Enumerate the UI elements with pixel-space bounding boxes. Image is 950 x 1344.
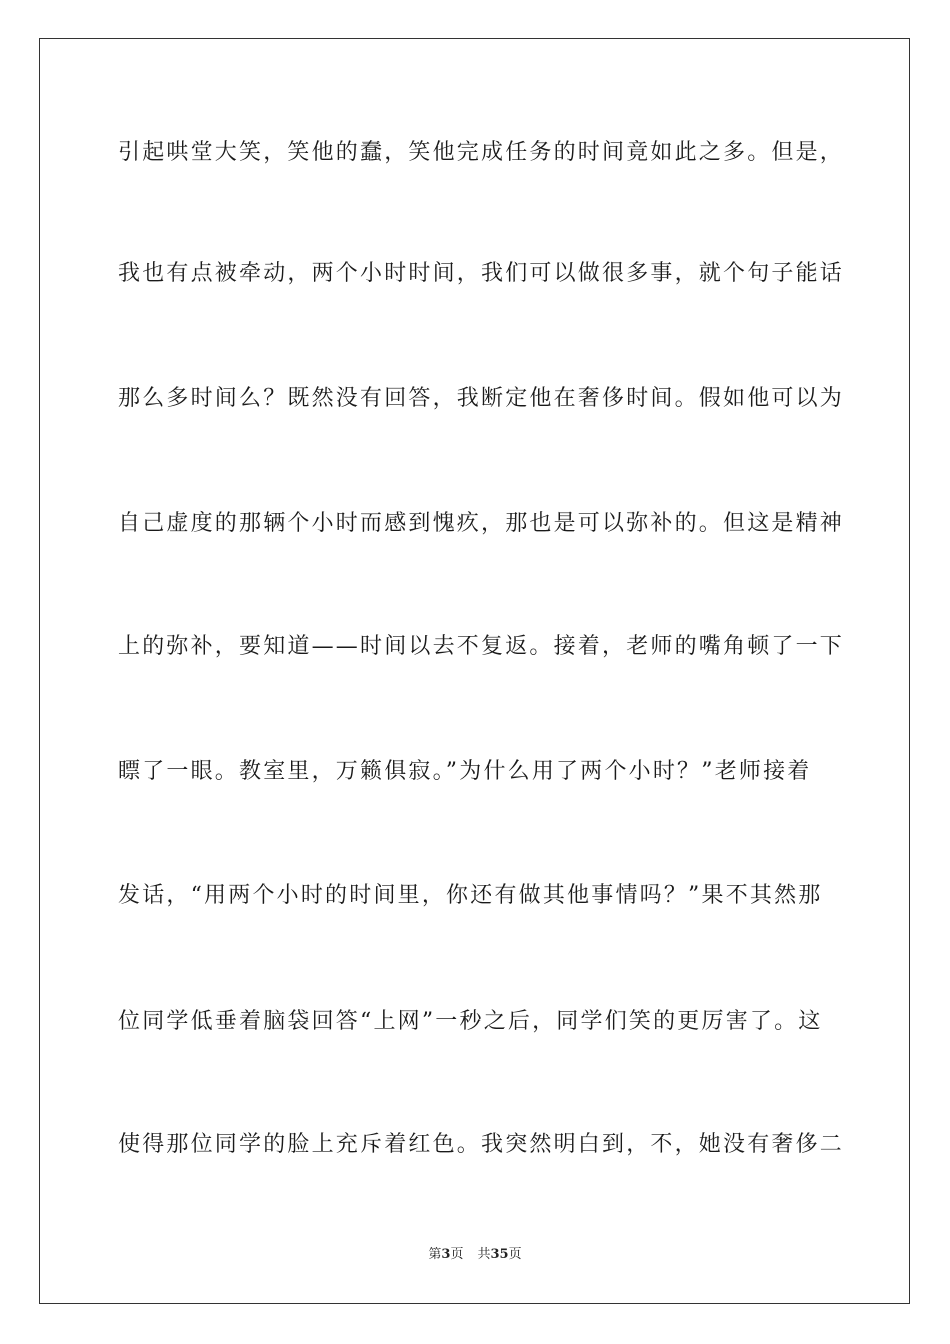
body-text-line-8: 位同学低垂着脑袋回答“上网”一秒之后，同学们笑的更厉害了。这 — [118, 1009, 823, 1034]
page-number: 3 — [441, 1247, 451, 1262]
body-text-line-4: 自己虚度的那辆个小时而感到愧疚，那也是可以弥补的。但这是精神 — [118, 511, 845, 536]
page-footer — [0, 1247, 950, 1263]
total-suffix: 页 — [508, 1247, 522, 1262]
body-text-line-3: 那么多时间么？既然没有回答，我断定他在奢侈时间。假如他可以为 — [118, 386, 845, 411]
body-text-line-6: 瞟了一眼。教室里，万籁俱寂。”为什么用了两个小时？”老师接着 — [118, 759, 812, 784]
body-text-line-5: 上的弥补，要知道——时间以去不复返。接着，老师的嘴角顿了一下 — [118, 634, 845, 659]
page-prefix: 第 — [428, 1247, 442, 1262]
total-pages: 35 — [490, 1247, 509, 1262]
body-text-line-7: 发话，“用两个小时的时间里，你还有做其他事情吗？”果不其然那 — [118, 883, 823, 908]
page-suffix: 页 — [450, 1247, 464, 1262]
total-prefix: 共 — [477, 1247, 491, 1262]
body-text-line-1: 引起哄堂大笑，笑他的蠢，笑他完成任务的时间竟如此之多。但是， — [118, 140, 845, 165]
body-text-line-2: 我也有点被牵动，两个小时时间，我们可以做很多事，就个句子能话 — [118, 261, 845, 286]
page-border — [39, 38, 910, 1304]
body-text-line-9: 使得那位同学的脸上充斥着红色。我突然明白到，不，她没有奢侈二 — [118, 1132, 845, 1157]
